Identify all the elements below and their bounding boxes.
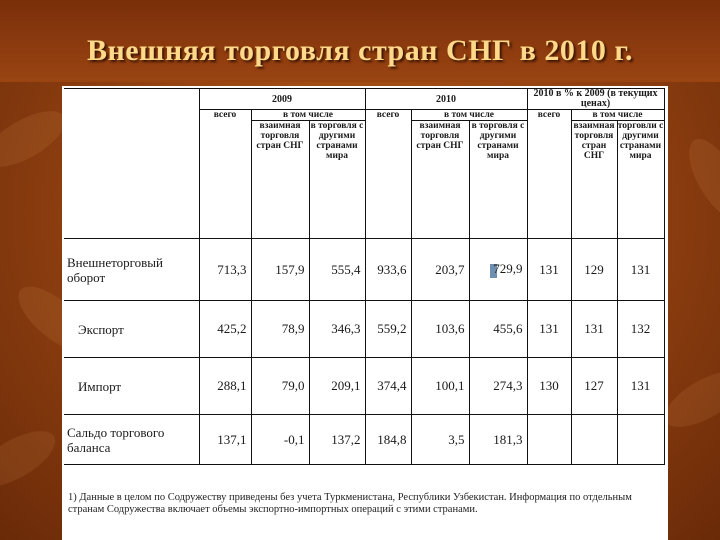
table-cell: 274,3: [469, 358, 527, 415]
footnote: 1) Данные в целом по Содружеству приведены без учета Туркменистана, Республики Узбекистан. Информация по отдельным странам Содружества включает объемы экспортно-импортных операций с этими странами.: [68, 492, 632, 515]
col-other-pct: торговли с другими странами мира: [617, 121, 664, 239]
col-mutual-2009: взаимная торговля стран СНГ: [251, 121, 309, 239]
table-cell: 559,2: [365, 301, 411, 358]
table-cell: 184,8: [365, 415, 411, 465]
table-cell: 130: [527, 358, 571, 415]
col-including-2009: в том числе: [251, 110, 365, 121]
col-mutual-2010: взаимная торговля стран СНГ: [411, 121, 469, 239]
table-cell: 209,1: [309, 358, 365, 415]
col-other-2010: в торговля с другими странами мира: [469, 121, 527, 239]
table-cell: -0,1: [251, 415, 309, 465]
col-total-pct: всего: [527, 110, 571, 239]
table-cell: 127: [571, 358, 617, 415]
table-cell: 3,5: [411, 415, 469, 465]
col-including-pct: в том числе: [571, 110, 664, 121]
table-cell-value: 729,9: [493, 261, 523, 277]
table-cell: 131: [571, 301, 617, 358]
table-cell: 132: [617, 301, 664, 358]
table-cell: 129: [571, 239, 617, 301]
row-label-turnover: Внешнеторговый оборот: [64, 239, 199, 301]
table-cell: 374,4: [365, 358, 411, 415]
row-label-import: Импорт: [64, 358, 199, 415]
table-cell: [617, 415, 664, 465]
table-cell: [527, 415, 571, 465]
table-cell: 203,7: [411, 239, 469, 301]
table-cell: 157,9: [251, 239, 309, 301]
table-cell: 137,2: [309, 415, 365, 465]
table-cell: 933,6: [365, 239, 411, 301]
trade-table: [64, 88, 665, 465]
table-cell: 103,6: [411, 301, 469, 358]
slide-title: Внешняя торговля стран СНГ в 2010 г.: [86, 34, 634, 67]
year-header-pct: 2010 в % к 2009 (в текущих ценах): [527, 89, 664, 110]
col-mutual-pct: взаимная торговля стран СНГ: [571, 121, 617, 239]
col-total-2010: всего: [365, 110, 411, 239]
header-empty-cell: [64, 89, 199, 239]
table-cell: 137,1: [199, 415, 251, 465]
table-cell: 78,9: [251, 301, 309, 358]
table-cell: 455,6: [469, 301, 527, 358]
table-cell: 100,1: [411, 358, 469, 415]
table-cell: 555,4: [309, 239, 365, 301]
year-header-2010: 2010: [365, 89, 527, 110]
table-cell: 131: [617, 239, 664, 301]
background-leaf: [0, 420, 63, 498]
table-cell-marked: [469, 239, 527, 301]
col-total-2009: всего: [199, 110, 251, 239]
table-row: [64, 358, 664, 415]
table-cell: 131: [527, 239, 571, 301]
document-sheet: [62, 86, 668, 540]
year-header-2009: 2009: [199, 89, 365, 110]
table-cell: 79,0: [251, 358, 309, 415]
table-row: [64, 239, 664, 301]
table-cell: 346,3: [309, 301, 365, 358]
table-cell: 131: [527, 301, 571, 358]
table-cell: 181,3: [469, 415, 527, 465]
table-cell: 713,3: [199, 239, 251, 301]
table-cell: 288,1: [199, 358, 251, 415]
row-label-balance: Сальдо торгового баланса: [64, 415, 199, 465]
table-cell: [571, 415, 617, 465]
col-other-2009: в торговля с другими странами мира: [309, 121, 365, 239]
table-row: [64, 301, 664, 358]
table-row: [64, 415, 664, 465]
table-cell: 131: [617, 358, 664, 415]
col-including-2010: в том числе: [411, 110, 527, 121]
row-label-export: Экспорт: [64, 301, 199, 358]
background-leaf: [678, 131, 720, 228]
table-cell: 425,2: [199, 301, 251, 358]
